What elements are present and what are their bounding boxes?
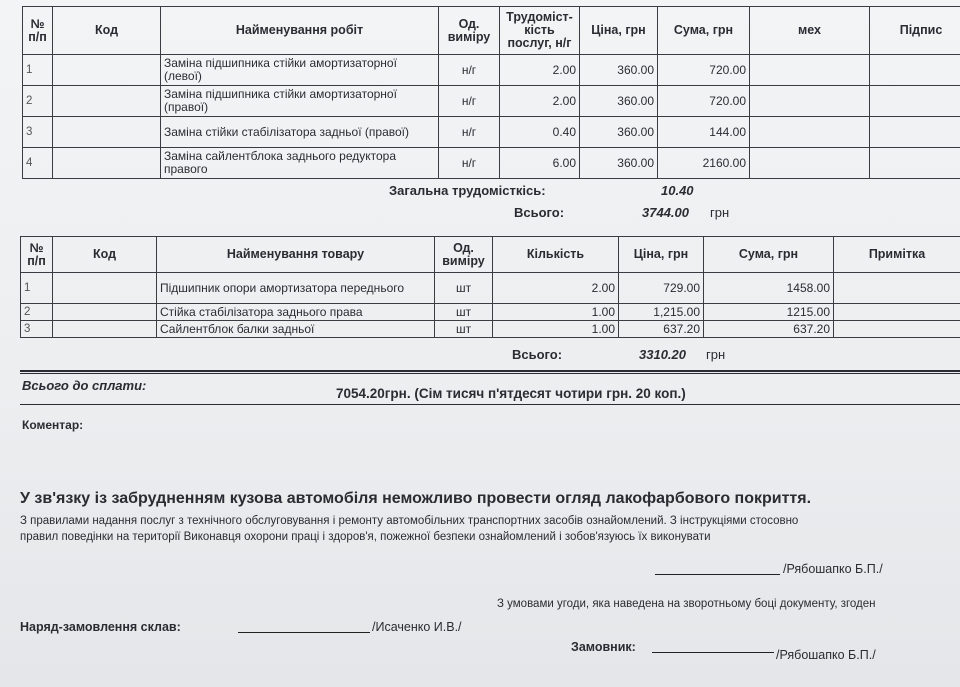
row-sum: 1215.00 [704,304,834,321]
row-price: 360.00 [580,86,658,117]
row-price: 360.00 [580,117,658,148]
row-sign [870,55,960,86]
row-sum: 1458.00 [704,273,834,304]
row-unit: шт [435,304,493,321]
goods-total-value: 3310.20 [639,347,686,362]
row-unit: шт [435,273,493,304]
customer-label: Замовник: [571,640,636,654]
col-sum: Сума, грн [658,7,750,55]
works-header-row [23,7,960,55]
row-num: 3 [23,117,53,148]
comment-label: Коментар: [22,418,84,432]
goods-total [512,347,726,362]
signature-line-2[interactable] [238,632,370,633]
payment-top-rule [20,370,960,372]
payment-top-rule-2 [20,373,960,374]
col-note: Примітка [834,237,960,273]
col-num: № п/п [23,7,53,55]
col-qty: Кількість [493,237,619,273]
works-total-value: 3744.00 [642,205,689,220]
row-qty: 1.00 [493,321,619,338]
row-name: Заміна підшипника стійки амортизаторної (левої) [161,55,439,86]
row-unit: н/г [439,148,500,179]
row-price: 637.20 [619,321,704,338]
row-price: 360.00 [580,55,658,86]
payment-value: 7054.20грн. (Сім тисяч п'ятдесят чотири грн. 20 коп.) [336,386,686,401]
notice-heading: У зв'язку із забрудненням кузова автомобіля неможливо провести огляд лакофарбового покриття. [20,490,812,507]
row-hours: 2.00 [500,86,580,117]
works-total [514,205,730,220]
row-code [53,321,157,338]
col-num: № п/п [21,237,53,273]
row-note [834,321,960,338]
row-code [53,148,161,179]
row-name: Заміна сайлентблока заднього редуктора правого [161,148,439,179]
col-sum: Сума, грн [704,237,834,273]
notice-line-1: З правилами надання послуг з технічного обслуговування і ремонту автомобільних транспортних засобів ознайомлений. З інструкціями стосовно [20,515,799,527]
col-hours: Трудоміст-кість послуг, н/г [500,7,580,55]
row-mech [750,117,870,148]
payment-bottom-rule [20,404,960,405]
row-num: 2 [21,304,53,321]
col-name: Найменування робіт [161,7,439,55]
row-code [53,86,161,117]
row-code [53,273,157,304]
row-unit: н/г [439,117,500,148]
row-name: Сайлентблок балки задньої [157,321,435,338]
row-mech [750,55,870,86]
row-name: Заміна підшипника стійки амортизаторної (правої) [161,86,439,117]
row-note [834,304,960,321]
works-table [22,6,960,179]
col-mech: мех [750,7,870,55]
row-sign [870,86,960,117]
row-mech [750,86,870,117]
row-name: Стійка стабілізатора заднього права [157,304,435,321]
row-price: 729.00 [619,273,704,304]
row-num: 1 [23,55,53,86]
row-note [834,273,960,304]
row-sum: 720.00 [658,86,750,117]
row-sum: 637.20 [704,321,834,338]
order-label: Наряд-замовлення склав: [20,620,181,634]
notice-line-2: правил поведінки на території Виконавця охорони праці і здоров'я, пожежної безпеки ознайомлений і зобов'язуюсь їх виконувати [20,531,711,543]
agreement-text: З умовами угоди, яка наведена на зворотньому боці документу, згоден [497,598,876,610]
signature-line-1[interactable] [655,574,780,575]
row-hours: 2.00 [500,55,580,86]
payment-label: Всього до сплати: [22,378,147,393]
row-code [53,117,161,148]
row-price: 360.00 [580,148,658,179]
order-person: /Исаченко И.В./ [372,620,462,634]
works-total-label: Всього: [514,205,565,220]
col-code: Код [53,237,157,273]
row-num: 2 [23,86,53,117]
col-code: Код [53,7,161,55]
table-row [23,117,960,148]
goods-total-label: Всього: [512,347,563,362]
total-hours-label: Загальна трудомісткісь: [389,183,546,198]
table-row [21,273,960,304]
row-price: 1,215.00 [619,304,704,321]
works-total-hours [389,183,694,198]
row-code [53,304,157,321]
signature-line-3[interactable] [652,652,774,653]
row-sum: 2160.00 [658,148,750,179]
row-qty: 1.00 [493,304,619,321]
row-sum: 720.00 [658,55,750,86]
goods-header-row [21,237,960,273]
row-name: Підшипник опори амортизатора переднього [157,273,435,304]
table-row [23,55,960,86]
row-unit: н/г [439,55,500,86]
works-currency: грн [710,205,730,220]
table-row [23,148,960,179]
table-row [23,86,960,117]
customer-name-2: /Рябошапко Б.П./ [776,648,876,662]
row-unit: шт [435,321,493,338]
col-unit: Од. виміру [435,237,493,273]
goods-table [20,236,960,338]
row-unit: н/г [439,86,500,117]
row-sign [870,148,960,179]
row-code [53,55,161,86]
row-qty: 2.00 [493,273,619,304]
row-num: 4 [23,148,53,179]
table-row [21,321,960,338]
row-name: Заміна стійки стабілізатора задньої (правої) [161,117,439,148]
col-price: Ціна, грн [580,7,658,55]
row-mech [750,148,870,179]
row-sign [870,117,960,148]
row-hours: 0.40 [500,117,580,148]
col-price: Ціна, грн [619,237,704,273]
goods-currency: грн [706,347,726,362]
table-row [21,304,960,321]
row-num: 3 [21,321,53,338]
row-hours: 6.00 [500,148,580,179]
col-unit: Од. виміру [439,7,500,55]
customer-name-1: /Рябошапко Б.П./ [783,562,883,576]
total-hours-value: 10.40 [661,183,694,198]
col-name: Найменування товару [157,237,435,273]
row-sum: 144.00 [658,117,750,148]
col-sign: Підпис [870,7,960,55]
row-num: 1 [21,273,53,304]
